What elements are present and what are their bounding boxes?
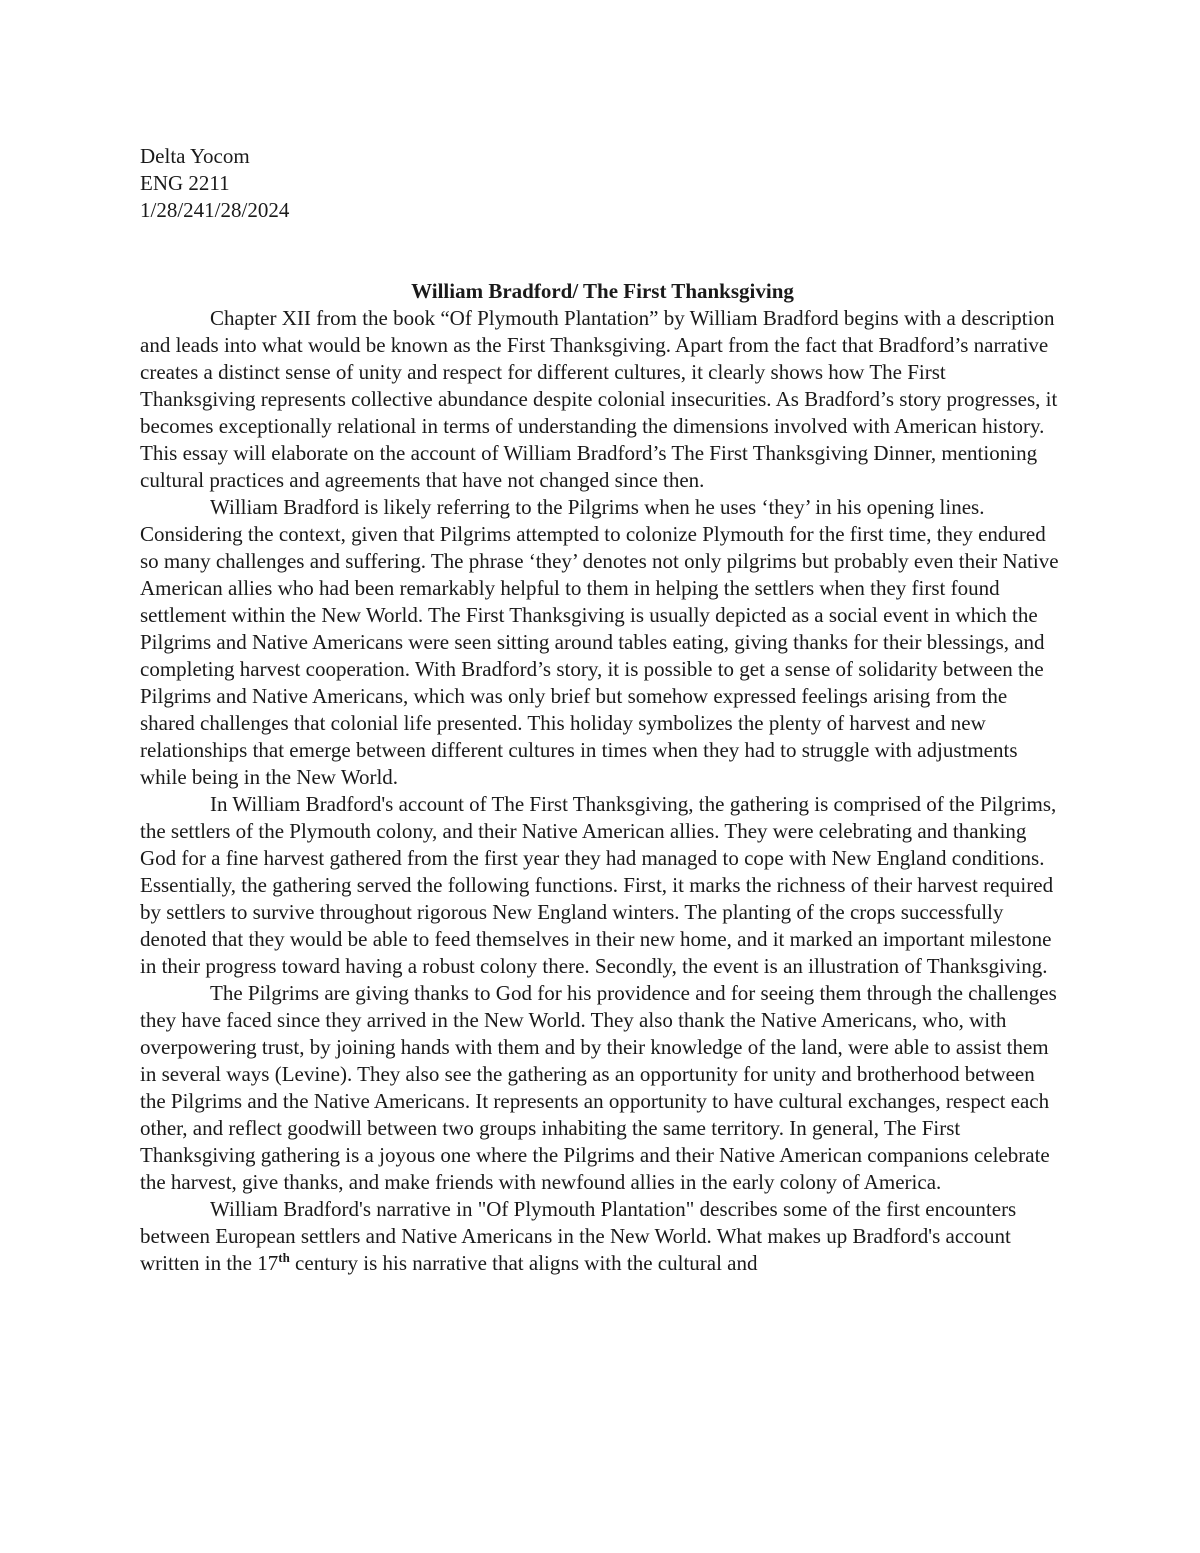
- blank-line: [140, 251, 1065, 278]
- course-code: ENG 2211: [140, 171, 230, 195]
- paragraph-5-text-end: century is his narrative that aligns with the cultural and: [289, 1251, 758, 1275]
- paragraph-3: In William Bradford's account of The First Thanksgiving, the gathering is comprised of the Pilgrims, the settlers of the Plymouth colony, and their Native American allies. They were celebrating and thanking God for a fine harvest gathered from the first year they had managed to cope with New England conditions. Essentially, the gathering served the following functions. First, it marks the richness of their harvest required by settlers to survive throughout rigorous New England winters. The planting of the crops successfully denoted that they would be able to feed themselves in their new home, and it marked an important milestone in their progress toward having a robust colony there. Secondly, the event is an illustration of Thanksgiving.: [140, 792, 1057, 978]
- document-body: [140, 143, 1065, 1277]
- paragraph-2: William Bradford is likely referring to the Pilgrims when he uses ‘they’ in his opening lines. Considering the context, given that Pilgrims attempted to colonize Plymouth for the first time, they endured so many challenges and suffering. The phrase ‘they’ denotes not only pilgrims but probably even their Native American allies who had been remarkably helpful to them in helping the settlers when they first found settlement within the New World. The First Thanksgiving is usually depicted as a social event in which the Pilgrims and Native Americans were seen sitting around tables eating, giving thanks for their blessings, and completing harvest cooperation. With Bradford’s story, it is possible to get a sense of solidarity between the Pilgrims and Native Americans, which was only brief but somehow expressed feelings arising from the shared challenges that colonial life presented. This holiday symbolizes the plenty of harvest and new relationships that emerge between different cultures in times when they had to struggle with adjustments while being in the New World.: [140, 495, 1059, 789]
- paragraph-1: Chapter XII from the book “Of Plymouth Plantation” by William Bradford begins with a description and leads into what would be known as the First Thanksgiving. Apart from the fact that Bradford’s narrative creates a distinct sense of unity and respect for different cultures, it clearly shows how The First Thanksgiving represents collective abundance despite colonial insecurities. As Bradford’s story progresses, it becomes exceptionally relational in terms of understanding the dimensions involved with American history. This essay will elaborate on the account of William Bradford’s The First Thanksgiving Dinner, mentioning cultural practices and agreements that have not changed since then.: [140, 306, 1058, 492]
- blank-line: [140, 224, 1065, 251]
- paragraph-4: The Pilgrims are giving thanks to God for his providence and for seeing them through the challenges they have faced since they arrived in the New World. They also thank the Native Americans, who, with overpowering trust, by joining hands with them and by their knowledge of the land, were able to assist them in several ways (Levine). They also see the gathering as an opportunity for unity and brotherhood between the Pilgrims and the Native Americans. It represents an opportunity to have cultural exchanges, respect each other, and reflect goodwill between two groups inhabiting the same territory. In general, The First Thanksgiving gathering is a joyous one where the Pilgrims and their Native American companions celebrate the harvest, give thanks, and make friends with newfound allies in the early colony of America.: [140, 981, 1057, 1194]
- paragraph-5-text-start: William Bradford's narrative in "Of Plymouth Plantation" describes some of the first encounters between European settlers and Native Americans in the New World. What makes up Bradford's account written in the 17: [140, 1197, 1017, 1275]
- essay-date: 1/28/241/28/2024: [140, 198, 290, 222]
- essay-title: William Bradford/ The First Thanksgiving: [411, 279, 794, 303]
- ordinal-superscript: th: [278, 1250, 290, 1265]
- author-name: Delta Yocom: [140, 144, 250, 168]
- paragraph-5: [140, 1196, 1065, 1277]
